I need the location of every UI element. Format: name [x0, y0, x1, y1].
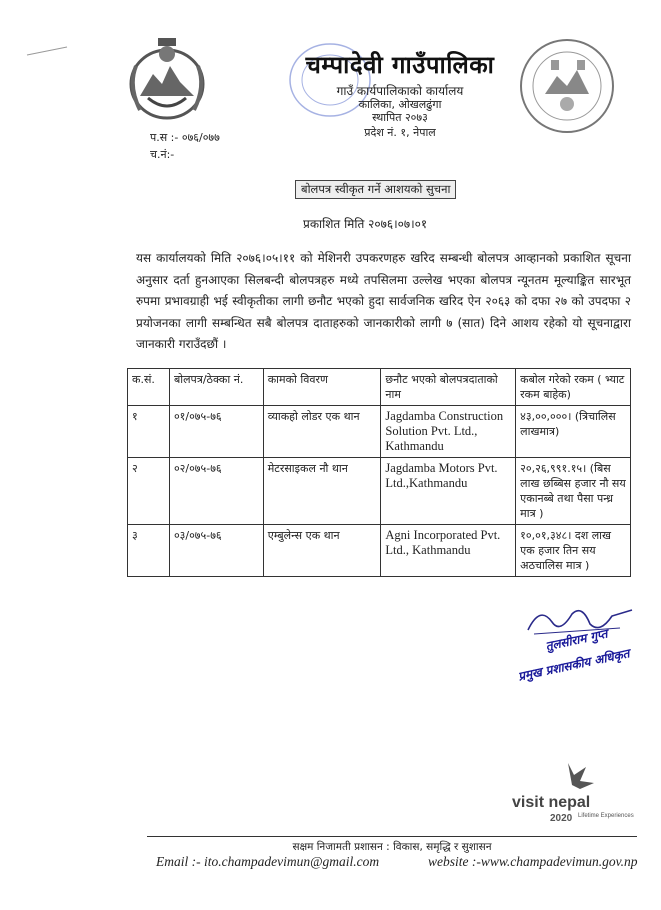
amount-cell: २०,२६,९९१.१५। (बिस लाख छब्बिस हजार नौ सय एकानब्बे तथा पैसा पन्ध्र मात्र ) [516, 458, 631, 525]
visit-nepal-logo [510, 755, 634, 830]
table-row [128, 525, 631, 577]
footer-website: website :-www.champadevimun.gov.np [428, 854, 638, 869]
work-description-cell: एम्बुलेन्स एक थान [263, 525, 381, 577]
signatory-name: तुलसीराम गुप्त [544, 626, 609, 654]
dispatch-number: च.नं:- [150, 148, 175, 161]
table-header-row [128, 369, 631, 406]
svg-text:visit nepal: visit nepal [512, 794, 591, 811]
footer-motto: सक्षम निजामती प्रशासन : विकास, समृद्धि र सुशासन [292, 841, 492, 853]
table-row [128, 406, 631, 458]
bid-table [127, 368, 631, 577]
province: प्रदेश नं. १, नेपाल [364, 126, 436, 139]
serial-cell: १ [128, 406, 170, 458]
svg-text:2020: 2020 [550, 813, 573, 824]
column-header: कामको विवरण [263, 369, 381, 406]
column-header: कबोल गरेको रकम ( भ्याट रकम बाहेक) [516, 369, 631, 406]
bid-number-cell: ०३/०७५-७६ [169, 525, 263, 577]
bid-number-cell: ०२/०७५-७६ [169, 458, 263, 525]
serial-cell: २ [128, 458, 170, 525]
bid-number-cell: ०१/०७५-७६ [169, 406, 263, 458]
bidder-name-cell: Agni Incorporated Pvt. Ltd., Kathmandu [381, 525, 516, 577]
work-description-cell: मेटरसाइकल नौ थान [263, 458, 381, 525]
footer-email: Email :- ito.champadevimun@gmail.com [156, 854, 380, 869]
notice-subject: बोलपत्र स्वीकृत गर्ने आशयको सुचना [295, 180, 456, 199]
table-row [128, 458, 631, 525]
municipality-title: चम्पादेवी गाउँपालिका [305, 51, 495, 79]
bidder-name-cell: Jagdamba Construction Solution Pvt. Ltd., Kathmandu [381, 406, 516, 458]
column-header: बोलपत्र/ठेक्का नं. [169, 369, 263, 406]
serial-cell: ३ [128, 525, 170, 577]
office-name: गाउँ कार्यपालिकाको कार्यालय [336, 84, 464, 98]
established-year: स्थापित २०७३ [372, 111, 428, 124]
bidder-name-cell: Jagdamba Motors Pvt. Ltd.,Kathmandu [381, 458, 516, 525]
amount-cell: ४३,००,०००। (त्रिचालिस लाखमात्र) [516, 406, 631, 458]
column-header: छनौट भएको बोलपत्रदाताको नाम [381, 369, 516, 406]
municipality-seal-icon [517, 36, 617, 136]
published-date: प्रकाशित मिति २०७६।०७।०१ [303, 217, 428, 231]
column-header: क.सं. [128, 369, 170, 406]
signatory-designation: प्रमुख प्रशासकीय अधिकृत [516, 646, 631, 684]
work-description-cell: व्याकहो लोडर एक थान [263, 406, 381, 458]
office-location: कालिका, ओखलढुंगा [358, 98, 442, 111]
amount-cell: १०,०१,३४८। दश लाख एक हजार तिन सय अठचालिस मात्र ) [516, 525, 631, 577]
footer-divider [147, 836, 637, 837]
nepal-emblem-icon [118, 36, 216, 126]
corner-mark [25, 42, 70, 54]
svg-text:Lifetime Experiences: Lifetime Experiences [578, 813, 634, 819]
notice-body: यस कार्यालयको मिति २०७६।०५।११ को मेशिनरी उपकरणहरु खरिद सम्बन्धी बोलपत्र आव्हानको प्रकाशित सूचना अनुसार दर्ता हुनआएका सिलबन्दी बोलपत्रहरु मध्ये तपसिलमा उल्लेख भएका बोलपत्र न्यूनतम मूल्याङ्कित सारभूत रुपमा प्रभावग्राही भई स्वीकृतीका लागी छनौट भएको हुदा सार्वजनिक खरिद ऐन २०६३ को दफा २७ को उपदफा २ प्रयोजनका लागी सम्बन्धित सबै बोलपत्र दाताहरुको जानकारीको लागी ७ (सात) दिने आशय रहेको यो सूचनाद्वारा जानकारी गराउँदछौं । [136, 251, 631, 351]
reference-number: प.स :- ०७६/०७७ [150, 131, 220, 144]
